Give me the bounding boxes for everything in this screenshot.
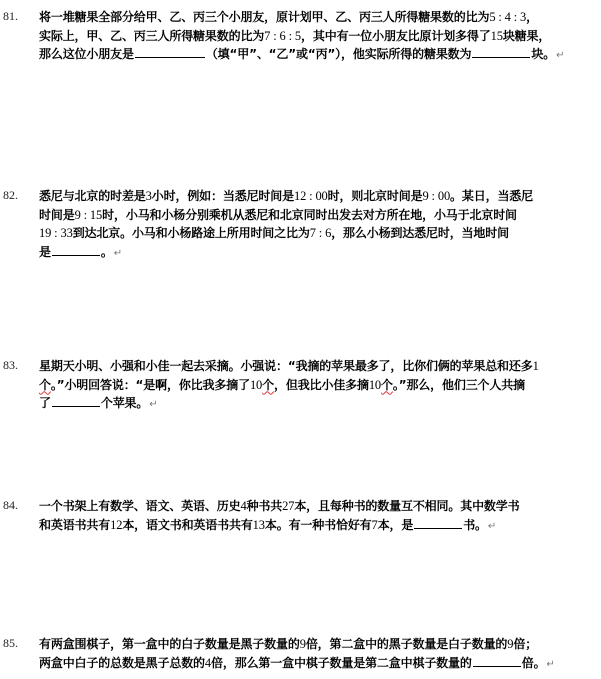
paragraph-mark-icon: ↵ [149, 399, 158, 410]
answer-blank[interactable] [472, 45, 530, 58]
problem-number: 85. [3, 636, 18, 650]
paragraph-mark-icon: ↵ [556, 50, 565, 61]
text-line: 实际上，甲、乙、丙三人所得糖果数的比为7 : 6 : 5，其中有一位小朋友比原计划多得了15块糖果， [39, 28, 551, 43]
problem-number: 82. [3, 188, 18, 202]
text-line: 是 。↵ [39, 244, 122, 259]
problem-text [39, 8, 595, 66]
problem-text [39, 357, 595, 415]
answer-blank[interactable] [52, 243, 100, 256]
answer-blank[interactable] [473, 654, 521, 667]
paragraph-mark-icon: ↵ [113, 247, 122, 259]
text-line: 个。”小明回答说：“是啊，你比我多摘了10个，但我比小佳多摘10个。”那么，他们三个人共摘 [39, 377, 525, 392]
problem-number: 81. [3, 9, 18, 23]
text-line: 有两盒围棋子，第一盒中的白子数量是黑子数量的9倍，第二盒中的黑子数量是白子数量的9倍； [39, 637, 538, 651]
text-line: 将一堆糖果全部分给甲、乙、丙三个小朋友，原计划甲、乙、丙三人所得糖果数的比为5 : 4 : 3， [39, 10, 539, 24]
text-line: 两盒中白子的总数是黑子总数的4倍，那么第一盒中棋子数量是第二盒中棋子数量的 倍。↵ [39, 655, 555, 670]
answer-blank[interactable] [52, 394, 100, 407]
text-line: 19 : 33到达北京。小马和小杨路途上所用时间之比为7 : 6，那么小杨到达悉尼时，当地时间 [39, 226, 509, 240]
problem-number: 84. [3, 498, 18, 512]
answer-blank[interactable] [414, 516, 462, 529]
text-line: 一个书架上有数学、语文、英语、历史4种书共27本，且每种书的数量互不相同。其中数学书 [39, 499, 520, 513]
paragraph-mark-icon: ↵ [546, 658, 555, 670]
text-line: 了 个苹果。↵ [39, 396, 158, 410]
text-line: 那么这位小朋友是 （填“甲”、“乙”或“丙”），他实际所得的糖果数为 块。↵ [39, 47, 565, 61]
answer-blank[interactable] [135, 45, 205, 58]
problem-text [39, 187, 595, 263]
paragraph-mark-icon: ↵ [487, 520, 497, 532]
text-line: 星期天小明、小强和小佳一起去采摘。小强说：“我摘的苹果最多了，比你们俩的苹果总和还多1 [39, 359, 539, 373]
problem-number: 83. [3, 358, 18, 372]
problem-text [39, 635, 595, 674]
text-line: 悉尼与北京的时差是3小时，例如：当悉尼时间是12 : 00时，则北京时间是9 : 00。某日，当悉尼 [39, 189, 533, 203]
text-line: 和英语书共有12本，语文书和英语书共有13本。有一种书恰好有7本，是 书。↵ [39, 517, 497, 532]
problem-text [39, 497, 595, 536]
text-line: 时间是9 : 15时，小马和小杨分别乘机从悉尼和北京同时出发去对方所在地，小马于北京时间 [39, 207, 517, 222]
